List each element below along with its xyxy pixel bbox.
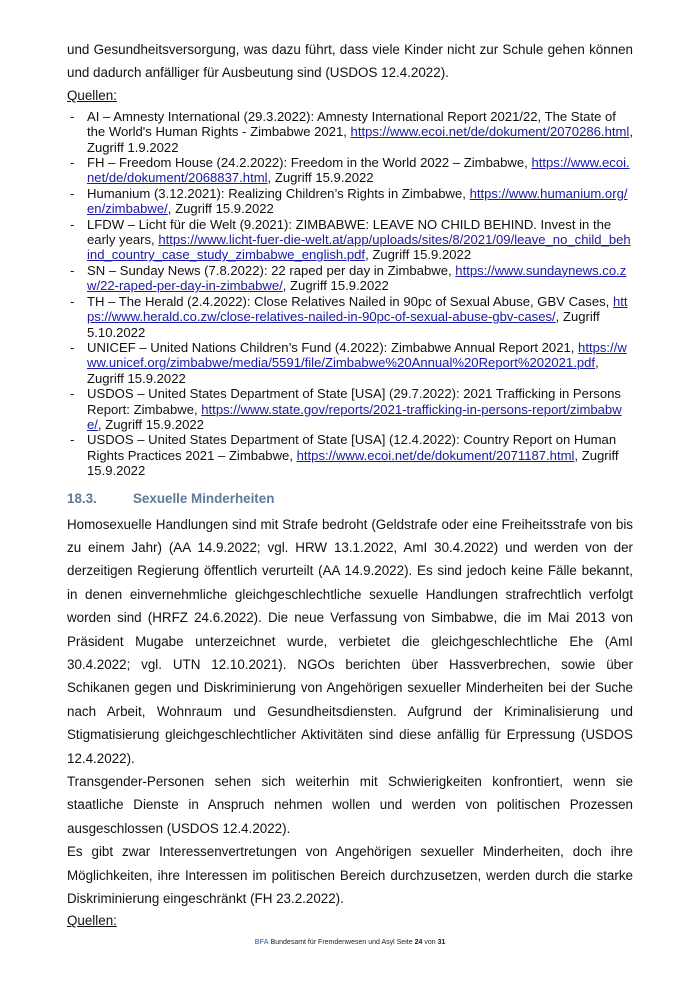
paragraph: Homosexuelle Handlungen sind mit Strafe bedroht (Geldstrafe oder eine Freiheitsstrafe von bis zu einem Jahr) (AA 14.9.2022; vgl. HRW 13.1.2022, AmI 30.4.2022) und werden von der derzeitigen Regierung öffentlich verurteilt (AA 14.9.2022). Es sind jedoch keine Fälle bekannt, in denen einvernehmliche gleichgeschlechtliche sexuelle Handlungen strafrechtlich verfolgt worden sind (HRFZ 24.6.2022). Die neue Verfassung von Simbabwe, die im Mai 2013 von Präsident Mugabe unterzeichnet wurde, verbietet die gleichgeschlechtliche Ehe (AmI 30.4.2022; vgl. UTN 12.10.2021). NGOs berichten über Hassverbrechen, sowie über Schikanen gegen und Diskriminierung von Angehörigen sexueller Minderheiten bei der Suche nach Arbeit, Wohnraum und Gesundheitsdiensten. Aufgrund der Kriminalisierung und Stigmatisierung gleichgeschlechtlicher Aktivitäten sind diese anfällig für Erpressung (USDOS 12.4.2022). <box>67 516 633 766</box>
document-page <box>67 0 633 932</box>
source-link[interactable]: https://www.unicef.org/zimbabwe/media/5591/file/Zimbabwe%20Annual%20Report%202021.pdf <box>87 339 627 371</box>
page-number: 24 <box>414 939 423 947</box>
source-link[interactable]: https://www.humanium.org/en/zimbabwe/ <box>87 185 628 217</box>
source-link[interactable]: https://www.sundaynews.co.zw/22-raped-per-day-in-zimbabwe/ <box>87 262 627 294</box>
source-link[interactable]: https://www.herald.co.zw/close-relatives-nailed-in-90pc-of-sexual-abuse-gbv-cases/ <box>87 293 628 325</box>
footer-of: von <box>424 939 436 947</box>
source-text: LFDW – Licht für die Welt (9.2021): ZIMBABWE: LEAVE NO CHILD BEHIND. Invest in the early years, <box>87 216 612 248</box>
source-access-date: , Zugriff 15.9.2022 <box>167 201 274 217</box>
source-access-date: , Zugriff 15.9.2022 <box>87 447 619 479</box>
source-access-date: , Zugriff 15.9.2022 <box>87 355 599 386</box>
source-access-date: , Zugriff 15.9.2022 <box>282 278 389 294</box>
page-total: 31 <box>437 939 446 947</box>
source-text: TH – The Herald (2.4.2022): Close Relatives Nailed in 90pc of Sexual Abuse, GBV Cases, <box>87 293 613 309</box>
source-text: UNICEF – United Nations Children’s Fund (4.2022): Zimbabwe Annual Report 2021, <box>87 339 579 355</box>
source-item <box>67 386 633 432</box>
source-text: USDOS – United States Department of State [USA] (12.4.2022): Country Report on Human Rights Practices 2021 – Zimbabwe, <box>87 432 617 463</box>
page-footer <box>0 938 700 948</box>
source-item <box>67 186 633 217</box>
source-item <box>67 263 633 294</box>
source-item <box>67 340 633 386</box>
source-access-date: , Zugriff 1.9.2022 <box>87 124 633 155</box>
section-heading <box>67 489 633 509</box>
bfa-logo: BFA <box>254 939 269 947</box>
sources-label: Quellen: <box>67 913 117 929</box>
source-link[interactable]: https://www.licht-fuer-die-welt.at/app/uploads/sites/8/2021/09/leave_no_child_behind_country_case_study_zimbabwe_english.pdf <box>87 232 631 263</box>
source-item <box>67 155 633 186</box>
source-access-date: , Zugriff 5.10.2022 <box>87 309 600 340</box>
sources-label: Quellen: <box>67 87 117 103</box>
section-title: Sexuelle Minderheiten <box>133 490 275 506</box>
intro-paragraph: und Gesundheitsversorgung, was dazu führt, dass viele Kinder nicht zur Schule gehen können und dadurch anfälliger für Ausbeutung sind (USDOS 12.4.2022). <box>67 42 633 81</box>
source-access-date: , Zugriff 15.9.2022 <box>97 416 204 432</box>
source-text: AI – Amnesty International (29.3.2022): Amnesty International Report 2021/22, The State of the World's Human Rights - Zimbabwe 2021, <box>87 108 616 140</box>
source-item <box>67 432 633 478</box>
sources-list <box>67 109 633 479</box>
paragraph: Transgender-Personen sehen sich weiterhin mit Schwierigkeiten konfrontiert, wenn sie staatliche Dienste in Anspruch nehmen wollen und werden von politischen Prozessen ausgeschlossen (USDOS 12.4.2022). <box>67 774 633 836</box>
source-item <box>67 109 633 155</box>
section-number: 18.3. <box>67 490 97 506</box>
source-item <box>67 294 633 340</box>
source-text: USDOS – United States Department of State [USA] (29.7.2022): 2021 Trafficking in Persons Report: Zimbabwe, <box>87 386 621 417</box>
source-text: FH – Freedom House (24.2.2022): Freedom in the World 2022 – Zimbabwe, <box>87 155 532 171</box>
source-link[interactable]: https://www.ecoi.net/de/dokument/2070286.html <box>350 124 630 140</box>
paragraph: Es gibt zwar Interessenvertretungen von Angehörigen sexueller Minderheiten, doch ihre Möglichkeiten, ihre Interessen im politischen Bereich durchzusetzen, werden durch die starke Diskriminierung eingeschränkt (FH 23.2.2022). <box>67 844 633 907</box>
source-text: Humanium (3.12.2021): Realizing Children’s Rights in Zimbabwe, <box>87 185 470 201</box>
source-item <box>67 217 633 263</box>
source-access-date: , Zugriff 15.9.2022 <box>267 170 374 186</box>
source-access-date: , Zugriff 15.9.2022 <box>365 247 472 263</box>
source-link[interactable]: https://www.ecoi.net/de/dokument/2071187.html <box>296 447 575 463</box>
source-link[interactable]: https://www.ecoi.net/de/dokument/2068837.html <box>87 155 630 186</box>
source-link[interactable]: https://www.state.gov/reports/2021-trafficking-in-persons-report/zimbabwe/ <box>87 401 622 432</box>
source-text: SN – Sunday News (7.8.2022): 22 raped per day in Zimbabwe, <box>87 262 456 278</box>
footer-text: Bundesamt für Fremdenwesen und Asyl Seite <box>270 939 413 947</box>
